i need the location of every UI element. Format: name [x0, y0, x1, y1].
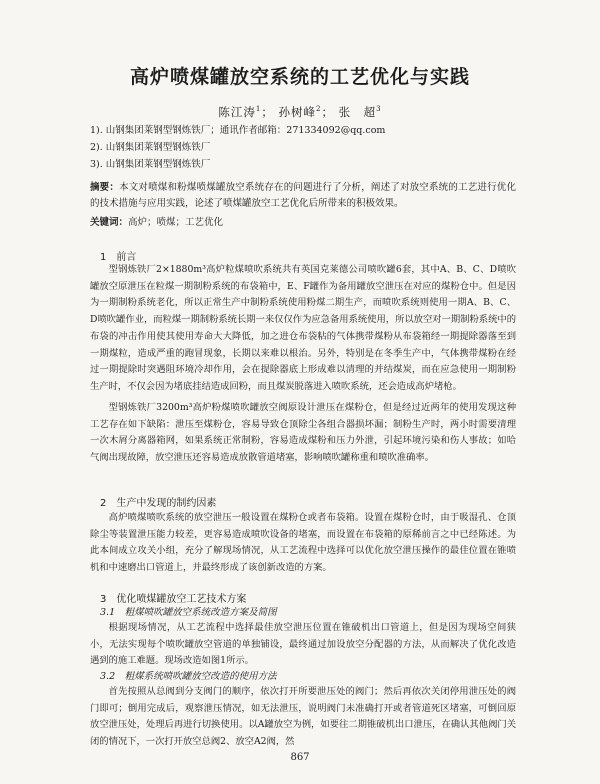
- author-sup: 2: [316, 105, 322, 114]
- subsection-title: 粗煤喷吹罐放空系统改造方案及简图: [124, 607, 277, 618]
- paper-title: 高炉喷煤罐放空系统的工艺优化与实践: [129, 66, 470, 88]
- subsection-title: 粗煤系统喷吹罐放空改造的使用方法: [124, 671, 277, 682]
- subsection-heading: [100, 668, 277, 682]
- section-title: 生产中发现的制约因素: [116, 498, 217, 509]
- page-number: 867: [290, 752, 310, 763]
- paragraph: 首先按照从总阀到分支阀门的顺序，依次打开所要泄压处的阀门；然后再依次关闭停用泄压处的阀门即可；倒用完成后，观察泄压情况，如无法泄压，说明阀门未准确打开或者管道死区堵塞，可倒回原放空泄压处，处理后再进行切换使用。以A罐放空为例，如要往二期锥破机出口泄压，在确认其他阀门关闭的情况下，一次打开放空总阀2、放空A2阀，然: [90, 686, 516, 748]
- section-title: 前言: [116, 252, 137, 263]
- author-name: 孙树峰: [278, 105, 317, 119]
- keywords: [90, 214, 223, 228]
- author-sup: 3: [376, 105, 382, 114]
- affiliation-item: 3). 山钢集团莱钢型钢炼铁厂: [90, 159, 211, 170]
- section-heading: [100, 248, 136, 263]
- keywords-text: 高炉；喷煤；工艺优化: [128, 217, 224, 228]
- author-line: 陈江涛$^1$； 孙树峰$^2$； 张 超$^3$: [218, 105, 382, 119]
- author-name: 陈江涛: [218, 105, 256, 119]
- section-title: 优化喷煤罐放空工艺技术方案: [116, 594, 247, 605]
- section-number: 1: [100, 252, 107, 263]
- abstract-label: 摘要：: [90, 182, 120, 193]
- abstract-text: 本文对喷煤和粉煤喷煤罐放空系统存在的问题进行了分析，阐述了对放空系统的工艺进行优化的技术措施与应用实践，论述了喷煤罐放空工艺优化后所带来的积极效果。: [90, 182, 516, 209]
- paragraph: 高炉喷煤喷吹系统的放空泄压一般设置在煤粉仓或者布袋箱。设置在煤粉仓时，由于吸湿孔、仓顶除尘等装置泄压能力较差，更容易造成喷吹设备的堵塞，而设置在布袋箱的原稀前言之中已经陈述。为此本间成立攻关小组，充分了解现场情况，从工艺流程中选择可以优化放空泄压操作的最佳位置在锥喷机和中速磨出口管道上，并最终形成了该创新改造的方案。: [90, 512, 516, 574]
- author-name: 张 超: [338, 105, 377, 119]
- subsection-number: 3.2: [100, 671, 116, 682]
- keywords-label: 关键词：: [90, 217, 129, 228]
- affiliations: [90, 122, 385, 173]
- affiliation-item: 2). 山钢集团莱钢型钢炼铁厂: [90, 142, 211, 153]
- section-number: 3: [100, 594, 107, 605]
- section-heading: [100, 494, 216, 509]
- abstract: [90, 180, 516, 212]
- paragraph: 型钢炼铁厂2×1880m³高炉粒煤喷吹系统共有英国克莱德公司喷吹罐6套，其中A、B、C、D喷吹罐放空原泄压在粒煤一期制粉系统的布袋箱中，E、F罐作为备用罐放空泄压在对应的煤粉仓中。但是因为一期制粉系统老化，所以正常生产中制粉系统使用粉煤二期生产，而喷吹系统则使用一期A、B、C、D喷吹罐作业，而粒煤一期制粉系统长期一来仅仅作为应急备用系统使用，所以放空对一期制粉系统中的布袋的冲击作用使其使用寿命大大降低，加之进仓布袋粘的气体携带煤粉从布袋箱经一期提除器落至到一期煤粒，造成严重的跑冒现象，长期以来难以根治。另外，特别是在冬季生产中，气体携带煤粉在经过一期提除时突遇阻环境冷却作用，会在提除器底上形成难以清理的并结煤炭，而在应急使用一期制粉生产时，不仅会因为堵底挂结造成回粉，而且煤炭脱落进入喷吹系统，还会造成高炉堵枪。: [90, 264, 516, 392]
- section-number: 2: [100, 498, 107, 509]
- author-sup: 1: [255, 105, 262, 114]
- subsection-heading: [100, 604, 277, 618]
- subsection-number: 3.1: [100, 607, 116, 618]
- paragraph: 根据现场情况，从工艺流程中选择最佳放空泄压位置在锥破机出口管道上，但是因为现场空间狭小，无法实现每个喷吹罐放空管道的单独铺设，最终通过加设放空分配器的方法，从而解决了优化改造遇到的施工难题。现场改造如图1所示。: [90, 622, 516, 667]
- affiliation-item: 1). 山钢集团莱钢型钢炼铁厂；通讯作者邮箱：271334092@qq.com: [90, 125, 386, 136]
- paragraph: 型钢炼铁厂3200m³高炉粉煤喷吹罐放空阀原设计泄压在煤粉仓，但是经过近两年的使用发现这种工艺存在如下缺陷：泄压至煤粉仓，容易导致仓顶除尘各组合器损坏漏；制粉生产时，两小时需要清理一次木屑分离器箱网，如果系统正常制粉，容易造成煤粉和压力外泄，引起环境污染和伤人事故；如哈气阀出现故障，放空泄压还容易造成放散管道堵塞，影响喷吹罐称重和喷吹准确率。: [90, 402, 516, 464]
- section-heading: [100, 590, 246, 605]
